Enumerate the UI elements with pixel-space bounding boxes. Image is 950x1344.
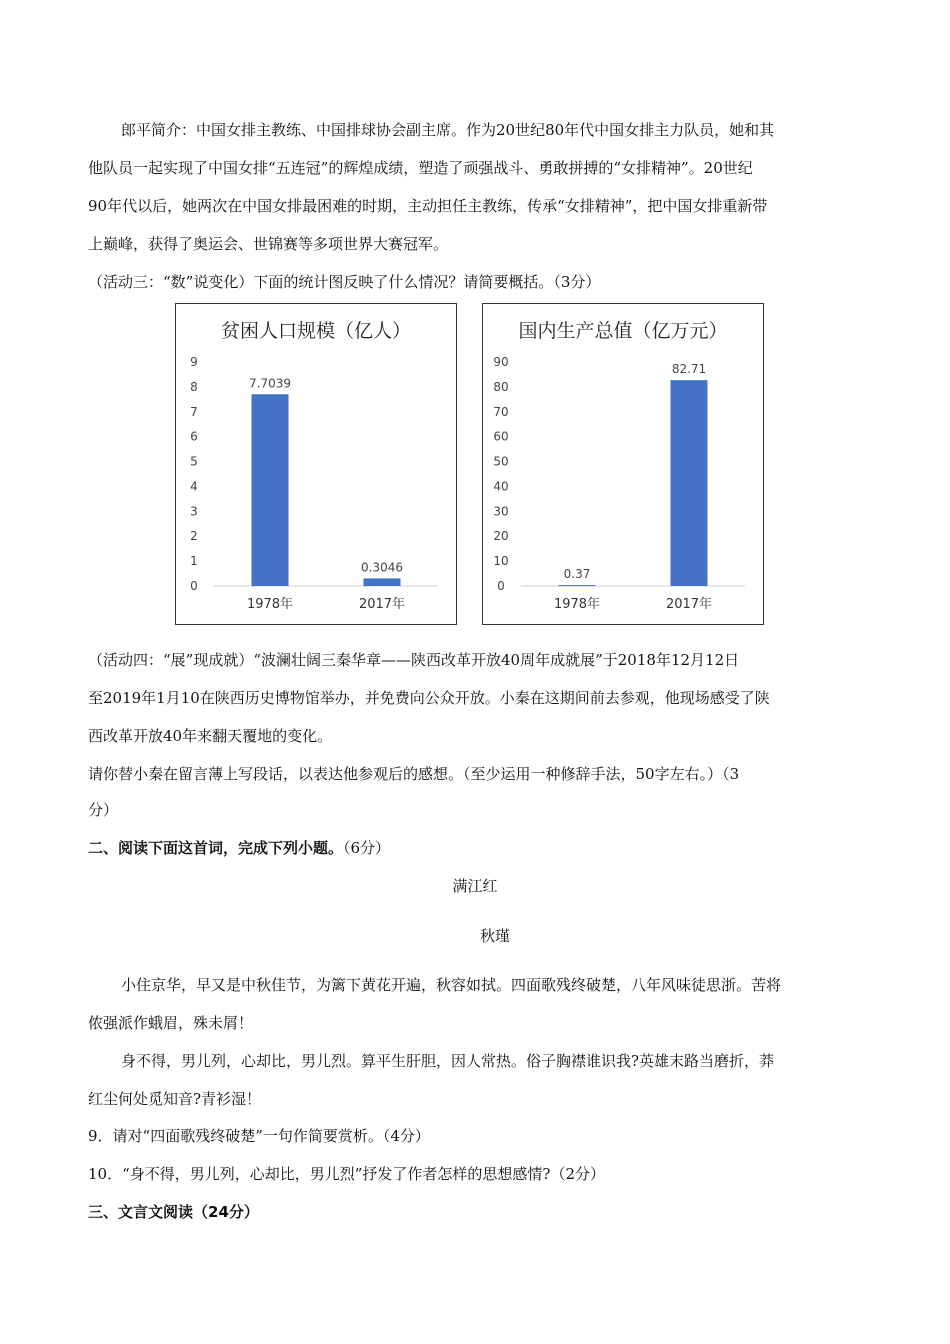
question-10: 10．“身不得，男儿列，心却比，男儿烈”抒发了作者怎样的思想感情?（2分） (88, 1165, 606, 1183)
y-tick-label: 20 (493, 529, 509, 544)
chart-poverty-population (175, 303, 457, 625)
y-tick-label: 70 (493, 404, 509, 419)
y-tick-label: 60 (493, 429, 509, 444)
y-tick-label: 10 (493, 554, 509, 569)
intro-line-1: 郎平简介：中国女排主教练、中国排球协会副主席。作为20世纪80年代中国女排主力队员，她和其 (121, 121, 775, 139)
bar-value-label: 82.71 (671, 362, 707, 377)
x-tick-label: 1978年 (553, 597, 601, 612)
y-tick-label: 2 (190, 529, 198, 544)
poem-stanza-1-line-1: 小住京华，早又是中秋佳节，为篱下黄花开遍，秋容如拭。四面歌残终破楚，八年风味徒思浙。苦将 (121, 976, 782, 994)
bar (671, 380, 708, 586)
activity-3-prompt: （活动三：“数”说变化）下面的统计图反映了什么情况？请简要概括。（3分） (88, 273, 601, 291)
bar (252, 394, 289, 586)
intro-line-4: 上巅峰，获得了奥运会、世锦赛等多项世界大赛冠军。 (88, 235, 449, 253)
intro-line-2: 他队员一起实现了中国女排“五连冠”的辉煌成绩，塑造了顽强战斗、勇敢拼搏的“女排精神”。20世纪 (88, 159, 753, 177)
poem-title: 满江红 (452, 877, 498, 895)
bar-value-label: 0.37 (563, 567, 591, 582)
x-tick-label: 2017年 (665, 597, 713, 612)
y-tick-label: 5 (190, 454, 198, 469)
question-9: 9．请对“四面歌残终破楚”一句作简要赏析。（4分） (88, 1127, 430, 1145)
y-tick-label: 0 (190, 579, 198, 593)
activity-4-line-5: 分） (88, 801, 119, 819)
y-tick-label: 7 (190, 404, 198, 419)
chart-poverty-svg (176, 304, 456, 624)
section-2-heading (88, 838, 868, 858)
y-tick-label: 4 (190, 479, 198, 494)
chart-gdp-svg (483, 304, 763, 624)
section-2-title: 二、阅读下面这首词，完成下列小题。 (88, 839, 344, 857)
section-3-heading: 三、文言文阅读（24分） (88, 1203, 259, 1221)
section-2-points: （6分） (343, 839, 391, 857)
x-tick-label: 1978年 (246, 597, 294, 612)
bar (364, 578, 401, 586)
activity-4-line-3: 西改革开放40年来翻天覆地的变化。 (88, 727, 333, 745)
activity-4-line-4: 请你替小秦在留言薄上写段话，以表达他参观后的感想。（至少运用一种修辞手法，50字左右。）（3 (88, 765, 740, 783)
y-tick-label: 50 (493, 454, 509, 469)
intro-line-3: 90年代以后，她两次在中国女排最困难的时期，主动担任主教练，传承“女排精神”，把中国女排重新带 (88, 197, 768, 215)
y-tick-label: 6 (190, 429, 198, 444)
activity-4-line-2: 至2019年1月10在陕西历史博物馆举办，并免费向公众开放。小秦在这期间前去参观，他现场感受了陕 (88, 689, 770, 707)
activity-4-line-1: （活动四：“展”现成就）“波澜壮阔三秦华章——陕西改革开放40周年成就展”于2018年12月12日 (88, 651, 740, 669)
y-tick-label: 8 (190, 379, 198, 394)
y-tick-label: 9 (190, 355, 198, 369)
x-tick-label: 2017年 (358, 597, 406, 612)
y-tick-label: 80 (493, 379, 509, 394)
poem-stanza-1-line-2: 侬强派作蛾眉，殊未屑！ (88, 1014, 254, 1032)
poem-stanza-2-line-2: 红尘何处觅知音?青衫湿！ (88, 1090, 262, 1108)
chart-title: 贫困人口规模（亿人） (220, 320, 412, 342)
y-tick-label: 30 (493, 504, 509, 519)
chart-title: 国内生产总值（亿万元） (518, 320, 728, 342)
poem-stanza-2-line-1: 身不得，男儿列，心却比，男儿烈。算平生肝胆，因人常热。俗子胸襟谁识我?英雄末路当磨折，莽 (121, 1052, 775, 1070)
y-tick-label: 90 (493, 355, 509, 369)
bar-value-label: 7.7039 (249, 376, 291, 391)
chart-gdp (482, 303, 764, 625)
bar-value-label: 0.3046 (361, 560, 403, 575)
y-tick-label: 1 (190, 554, 198, 569)
y-tick-label: 40 (493, 479, 509, 494)
y-tick-label: 0 (497, 579, 505, 593)
poem-author: 秋瑾 (479, 927, 510, 945)
bar (559, 585, 596, 586)
y-tick-label: 3 (190, 504, 198, 519)
